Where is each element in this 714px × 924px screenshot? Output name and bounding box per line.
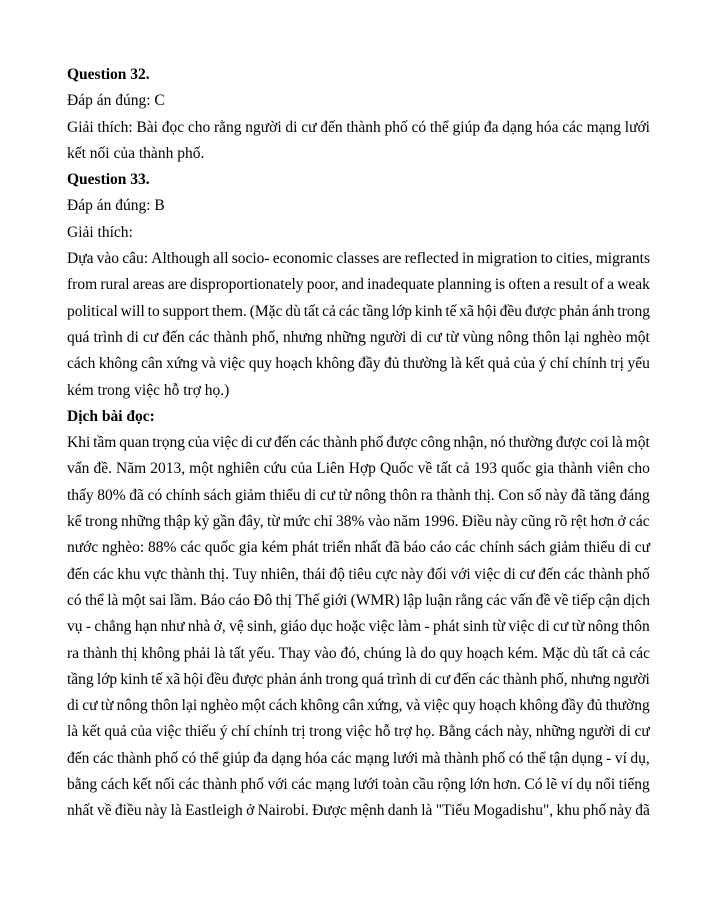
text-line: đến các thành phố có thể giúp đa dạng hóa các mạng lưới mà thành phố có thể tận dụng - ví dụ, [67,749,650,767]
text-line: kể trong những thập kỷ gần đây, từ mức chỉ 38% vào năm 1996. Điều này cũng rõ rệt hơn ở các [67,513,650,531]
text-line: tầng lớp kinh tế xã hội đều được phản ánh trong quá trình di cư đến các thành phố, nhưng người [67,670,650,688]
text-line: bằng cách kết nối các thành phố với các mạng lưới toàn cầu rộng lớn hơn. Có lẽ ví dụ nổi tiếng [67,776,650,794]
text-line: di cư từ nông thôn lại nghèo một cách không cân xứng, và việc quy hoạch không đầy đủ thường [67,697,650,715]
text-line: Đáp án đúng: B [67,197,165,215]
text-line: kém trong việc hỗ trợ họ.) [67,381,230,399]
text-line: quá trình di cư đến các thành phố, nhưng những người di cư từ vùng nông thôn lại nghèo một [67,328,650,346]
text-line: from rural areas are disproportionately poor, and inadequate planning is often a result of a weak [67,276,650,294]
text-line: có thể là một sai lầm. Báo cáo Đô thị Thế giới (WMR) lập luận rằng các vấn đề về tiếp cận dịch [67,591,650,609]
text-line: ra thành thị không phải là tất yếu. Thay vào đó, chúng là do quy hoạch kém. Mặc dù tất cả các [67,644,650,662]
text-line: thấy 80% đã có chính sách giảm thiểu di cư từ nông thôn ra thành thị. Con số này đã tăng đáng [67,486,650,504]
text-line: Giải thích: Bài đọc cho rằng người di cư đến thành phố có thể giúp đa dạng hóa các mạng lưới [67,118,650,136]
text-line: political will to support them. (Mặc dù tất cả các tầng lớp kinh tế xã hội đều được phản ánh trong [67,302,650,320]
text-line: vấn đề. Năm 2013, một nghiên cứu của Liên Hợp Quốc về tất cả 193 quốc gia thành viên cho [67,460,650,478]
text-line: Khi tầm quan trọng của việc di cư đến các thành phố được công nhận, nó thường được coi là một [67,434,650,452]
heading-line: Question 33. [67,171,150,189]
text-line: kết nối của thành phố. [67,144,205,162]
text-line: vụ - chẳng hạn như nhà ở, vệ sinh, giáo dục hoặc việc làm - phát sinh từ việc di cư từ nông thôn [67,618,650,636]
text-line: nhất về điều này là Eastleigh ở Nairobi. Được mệnh danh là "Tiểu Mogadishu", khu phố này đã [67,802,650,820]
text-line: nước nghèo: 88% các quốc gia kém phát triển nhất đã báo cáo các chính sách giảm thiểu di cư [67,539,650,557]
document-page [67,62,650,825]
text-line: Đáp án đúng: C [67,92,165,110]
text-line: đến các khu vực thành thị. Tuy nhiên, thái độ tiêu cực này đối với việc di cư đến các thành phố [67,565,650,583]
text-line: Giải thích: [67,223,133,241]
heading-line: Dịch bài đọc: [67,407,155,425]
text-line: cách không cân xứng và việc quy hoạch không đầy đủ thường là kết quả của ý chí chính trị yếu [67,355,650,373]
heading-line: Question 32. [67,66,150,83]
text-line: Dựa vào câu: Although all socio- economic classes are reflected in migration to cities, migrants [67,250,650,268]
text-line: là kết quả của việc thiếu ý chí chính trị trong việc hỗ trợ họ. Bằng cách này, những người di cư [67,723,650,741]
